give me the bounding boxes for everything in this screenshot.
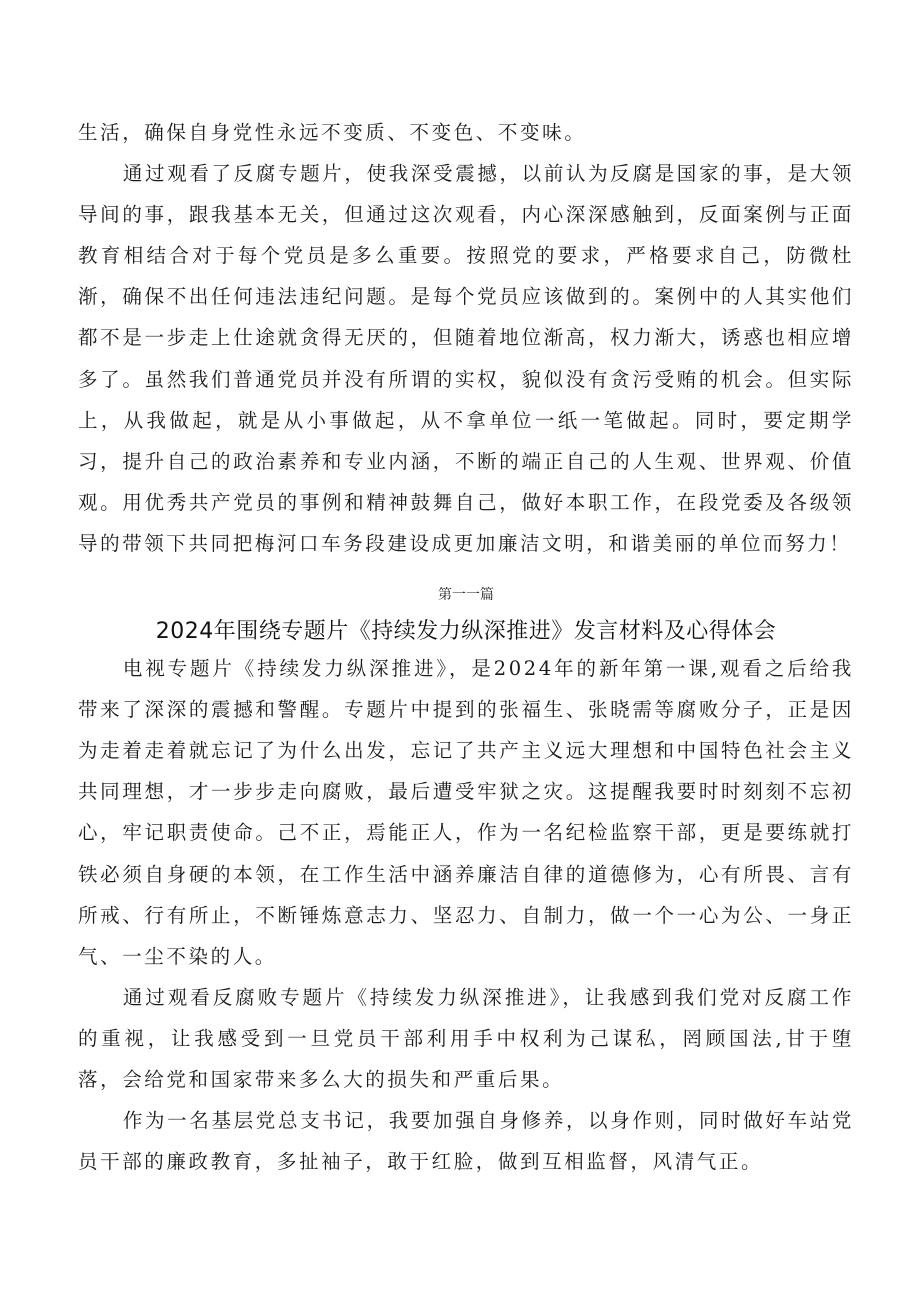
section-label: 第一一篇 — [438, 586, 494, 603]
paragraph-1: 通过观看了反腐专题片，使我深受震撼，以前认为反腐是国家的事，是大领导间的事，跟我基本无关，但通过这次观看，内心深深感触到，反面案例与正面教育相结合对于每个党员是多么重要。按照党的要求，严格要求自己，防微杜渐，确保不出任何违法违纪问题。是每个党员应该做到的。案例中的人其实他们都不是一步走上仕途就贪得无厌的，但随着地位渐高，权力渐大，诱惑也相应增多了。虽然我们普通党员并没有所谓的实权，貌似没有贪污受贿的机会。但实际上，从我做起，就是从小事做起，从不拿单位一纸一笔做起。同时，要定期学习，提升自己的政治素养和专业内涵，不断的端正自己的人生观、世界观、价值观。用优秀共产党员的事例和精神鼓舞自己，做好本职工作，在段党委及各级领导的带领下共同把梅河口车务段建设成更加廉洁文明，和谐美丽的单位而努力！ — [78, 162, 854, 555]
paragraph-3: 通过观看反腐败专题片《持续发力纵深推进》，让我感到我们党对反腐工作的重视，让我感受到一旦党员干部利用手中权利为己谋私，罔顾国法,甘于堕落，会给党和国家带来多么大的损失和严重后果。 — [78, 985, 854, 1091]
document-page — [78, 112, 854, 1182]
paragraph-4: 作为一名基层党总支书记，我要加强自身修养，以身作则，同时做好车站党员干部的廉政教育，多扯袖子，敢于红脸，做到互相监督，风清气正。 — [78, 1109, 854, 1174]
paragraph-2: 电视专题片《持续发力纵深推进》，是2024年的新年第一课,观看之后给我带来了深深的震撼和警醒。专题片中提到的张福生、张晓需等腐败分子，正是因为走着走着就忘记了为什么出发，忘记了共产主义远大理想和中国特色社会主义共同理想，才一步步走向腐败，最后遭受牢狱之灾。这提醒我要时时刻刻不忘初心，牢记职责使命。己不正，焉能正人，作为一名纪检监察干部，更是要练就打铁必须自身硬的本领，在工作生活中涵养廉洁自律的道德修为，心有所畏、言有所戒、行有所止，不断锤炼意志力、坚忍力、自制力，做一个一心为公、一身正气、一尘不染的人。 — [78, 657, 854, 968]
continued-paragraph: 生活，确保自身党性永远不变质、不变色、不变味。 — [78, 121, 587, 144]
document-title: 2024年围绕专题片《持续发力纵深推进》发言材料及心得体会 — [155, 619, 777, 645]
